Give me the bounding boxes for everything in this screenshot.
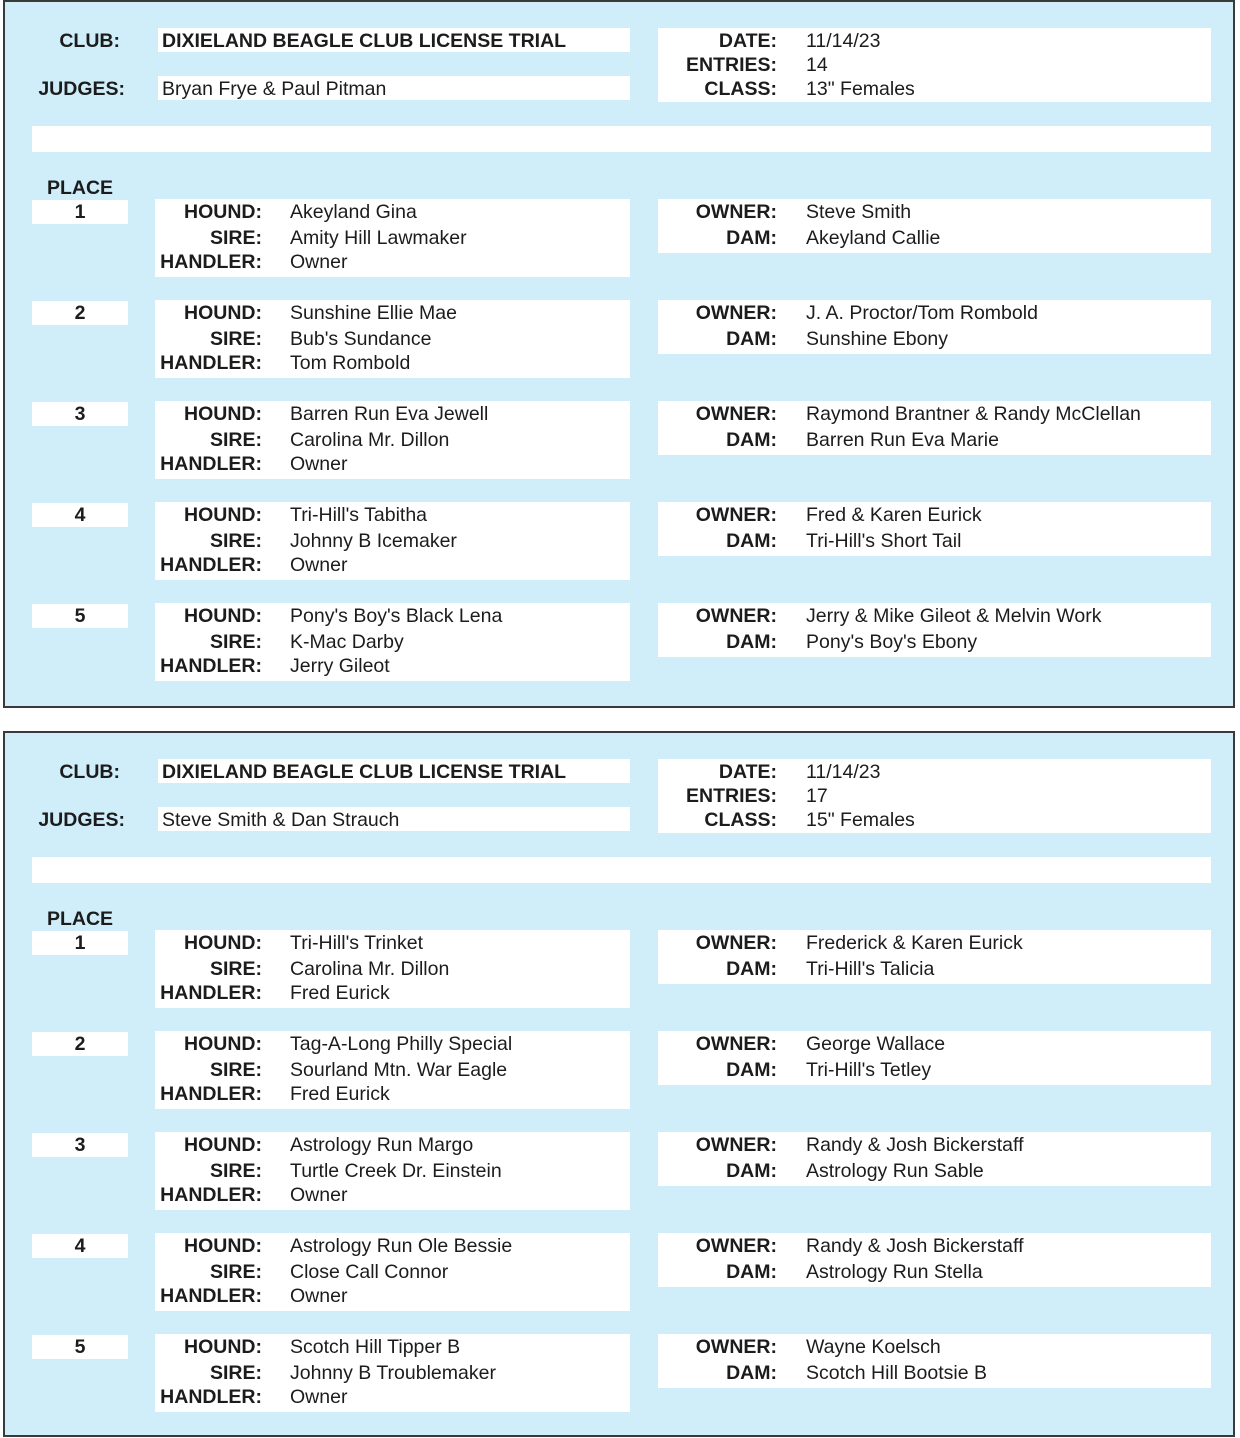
sire-name: Close Call Connor (290, 1261, 449, 1283)
dam-label: DAM: (726, 227, 777, 249)
hound-name: Sunshine Ellie Mae (290, 302, 457, 324)
spacer-bar (32, 857, 1211, 883)
club-name: DIXIELAND BEAGLE CLUB LICENSE TRIAL (162, 30, 567, 52)
dam-name: Astrology Run Stella (806, 1261, 983, 1283)
owner-name: Raymond Brantner & Randy McClellan (806, 403, 1141, 425)
dam-label: DAM: (726, 631, 777, 653)
place-number: 2 (74, 1033, 86, 1055)
sire-label: SIRE: (209, 958, 262, 980)
entries-count: 17 (806, 785, 828, 807)
sire-label: SIRE: (209, 328, 262, 350)
dam-label: DAM: (726, 530, 777, 552)
hound-name: Pony's Boy's Black Lena (290, 605, 503, 627)
handler-name: Fred Eurick (290, 1083, 390, 1105)
hound-label: HOUND: (184, 932, 262, 954)
place-number: 2 (74, 302, 86, 324)
handler-label: HANDLER: (160, 251, 262, 273)
place-number: 5 (74, 605, 86, 627)
hound-label: HOUND: (184, 504, 262, 526)
owner-label: OWNER: (695, 1134, 777, 1156)
owner-name: Fred & Karen Eurick (806, 504, 982, 526)
trial-card-1 (3, 0, 1235, 708)
place-heading: PLACE (46, 177, 114, 199)
place-number: 3 (74, 1134, 86, 1156)
place-number: 4 (74, 1235, 86, 1257)
hound-name: Barren Run Eva Jewell (290, 403, 489, 425)
hound-name: Astrology Run Ole Bessie (290, 1235, 513, 1257)
sire-name: Carolina Mr. Dillon (290, 429, 450, 451)
place-number: 3 (74, 403, 86, 425)
handler-name: Fred Eurick (290, 982, 390, 1004)
sire-name: Johnny B Icemaker (290, 530, 457, 552)
sire-name: Bub's Sundance (290, 328, 432, 350)
handler-name: Owner (290, 554, 348, 576)
sire-label: SIRE: (209, 530, 262, 552)
dam-label: DAM: (726, 429, 777, 451)
sire-name: Johnny B Troublemaker (290, 1362, 496, 1384)
sire-label: SIRE: (209, 227, 262, 249)
owner-label: OWNER: (695, 302, 777, 324)
hound-name: Astrology Run Margo (290, 1134, 474, 1156)
owner-name: Frederick & Karen Eurick (806, 932, 1023, 954)
place-heading: PLACE (46, 908, 114, 930)
hound-label: HOUND: (184, 302, 262, 324)
judges-names: Bryan Frye & Paul Pitman (162, 78, 387, 100)
sire-label: SIRE: (209, 429, 262, 451)
handler-name: Owner (290, 1386, 348, 1408)
handler-name: Tom Rombold (290, 352, 411, 374)
owner-name: J. A. Proctor/Tom Rombold (806, 302, 1038, 324)
handler-label: HANDLER: (160, 982, 262, 1004)
owner-label: OWNER: (695, 403, 777, 425)
owner-label: OWNER: (695, 932, 777, 954)
handler-label: HANDLER: (160, 554, 262, 576)
class-name: 15" Females (806, 809, 915, 831)
sire-name: Sourland Mtn. War Eagle (290, 1059, 508, 1081)
dam-label: DAM: (726, 1362, 777, 1384)
hound-label: HOUND: (184, 1235, 262, 1257)
spacer-bar (32, 126, 1211, 152)
entries-count: 14 (806, 54, 828, 76)
owner-name: George Wallace (806, 1033, 946, 1055)
owner-name: Steve Smith (806, 201, 912, 223)
handler-name: Owner (290, 1184, 348, 1206)
dam-name: Sunshine Ebony (806, 328, 949, 350)
handler-label: HANDLER: (160, 1184, 262, 1206)
dam-name: Tri-Hill's Talicia (806, 958, 935, 980)
dam-name: Astrology Run Sable (806, 1160, 984, 1182)
hound-name: Tri-Hill's Tabitha (290, 504, 428, 526)
date-label: DATE: (718, 30, 777, 52)
handler-label: HANDLER: (160, 352, 262, 374)
dam-name: Tri-Hill's Short Tail (806, 530, 962, 552)
dam-name: Scotch Hill Bootsie B (806, 1362, 987, 1384)
hound-label: HOUND: (184, 201, 262, 223)
sire-label: SIRE: (209, 1362, 262, 1384)
dam-label: DAM: (726, 328, 777, 350)
handler-label: HANDLER: (160, 1285, 262, 1307)
sire-name: Carolina Mr. Dillon (290, 958, 450, 980)
place-number: 5 (74, 1336, 86, 1358)
hound-label: HOUND: (184, 1336, 262, 1358)
dam-label: DAM: (726, 1059, 777, 1081)
owner-label: OWNER: (695, 605, 777, 627)
judges-names: Steve Smith & Dan Strauch (162, 809, 400, 831)
hound-label: HOUND: (184, 1033, 262, 1055)
owner-name: Randy & Josh Bickerstaff (806, 1235, 1024, 1257)
club-label: CLUB: (59, 761, 120, 783)
owner-label: OWNER: (695, 1033, 777, 1055)
handler-name: Owner (290, 453, 348, 475)
handler-name: Jerry Gileot (290, 655, 390, 677)
sire-label: SIRE: (209, 631, 262, 653)
owner-name: Wayne Koelsch (806, 1336, 941, 1358)
trial-card-2 (3, 731, 1235, 1437)
dam-name: Akeyland Callie (806, 227, 941, 249)
club-label: CLUB: (59, 30, 120, 52)
hound-name: Tri-Hill's Trinket (290, 932, 423, 954)
owner-name: Randy & Josh Bickerstaff (806, 1134, 1024, 1156)
class-label: CLASS: (704, 809, 777, 831)
owner-label: OWNER: (695, 504, 777, 526)
handler-label: HANDLER: (160, 655, 262, 677)
judges-label: JUDGES: (38, 809, 125, 831)
handler-label: HANDLER: (160, 453, 262, 475)
place-number: 1 (74, 201, 86, 223)
hound-name: Akeyland Gina (290, 201, 417, 223)
dam-name: Barren Run Eva Marie (806, 429, 999, 451)
hound-name: Scotch Hill Tipper B (290, 1336, 461, 1358)
hound-label: HOUND: (184, 1134, 262, 1156)
dam-label: DAM: (726, 1261, 777, 1283)
hound-name: Tag-A-Long Philly Special (290, 1033, 513, 1055)
entries-label: ENTRIES: (685, 785, 777, 807)
hound-label: HOUND: (184, 403, 262, 425)
dam-label: DAM: (726, 1160, 777, 1182)
sire-name: Amity Hill Lawmaker (290, 227, 467, 249)
sire-label: SIRE: (209, 1059, 262, 1081)
handler-name: Owner (290, 1285, 348, 1307)
entries-label: ENTRIES: (685, 54, 777, 76)
sire-name: K-Mac Darby (290, 631, 404, 653)
dam-name: Tri-Hill's Tetley (806, 1059, 932, 1081)
sire-label: SIRE: (209, 1160, 262, 1182)
place-number: 4 (74, 504, 86, 526)
trial-date: 11/14/23 (806, 30, 881, 52)
hound-label: HOUND: (184, 605, 262, 627)
place-number: 1 (74, 932, 86, 954)
club-name: DIXIELAND BEAGLE CLUB LICENSE TRIAL (162, 761, 567, 783)
owner-name: Jerry & Mike Gileot & Melvin Work (806, 605, 1102, 627)
dam-name: Pony's Boy's Ebony (806, 631, 978, 653)
class-label: CLASS: (704, 78, 777, 100)
date-label: DATE: (718, 761, 777, 783)
owner-label: OWNER: (695, 1336, 777, 1358)
handler-label: HANDLER: (160, 1386, 262, 1408)
owner-label: OWNER: (695, 1235, 777, 1257)
class-name: 13" Females (806, 78, 915, 100)
handler-label: HANDLER: (160, 1083, 262, 1105)
owner-label: OWNER: (695, 201, 777, 223)
sire-label: SIRE: (209, 1261, 262, 1283)
handler-name: Owner (290, 251, 348, 273)
judges-label: JUDGES: (38, 78, 125, 100)
trial-date: 11/14/23 (806, 761, 881, 783)
dam-label: DAM: (726, 958, 777, 980)
sire-name: Turtle Creek Dr. Einstein (290, 1160, 502, 1182)
